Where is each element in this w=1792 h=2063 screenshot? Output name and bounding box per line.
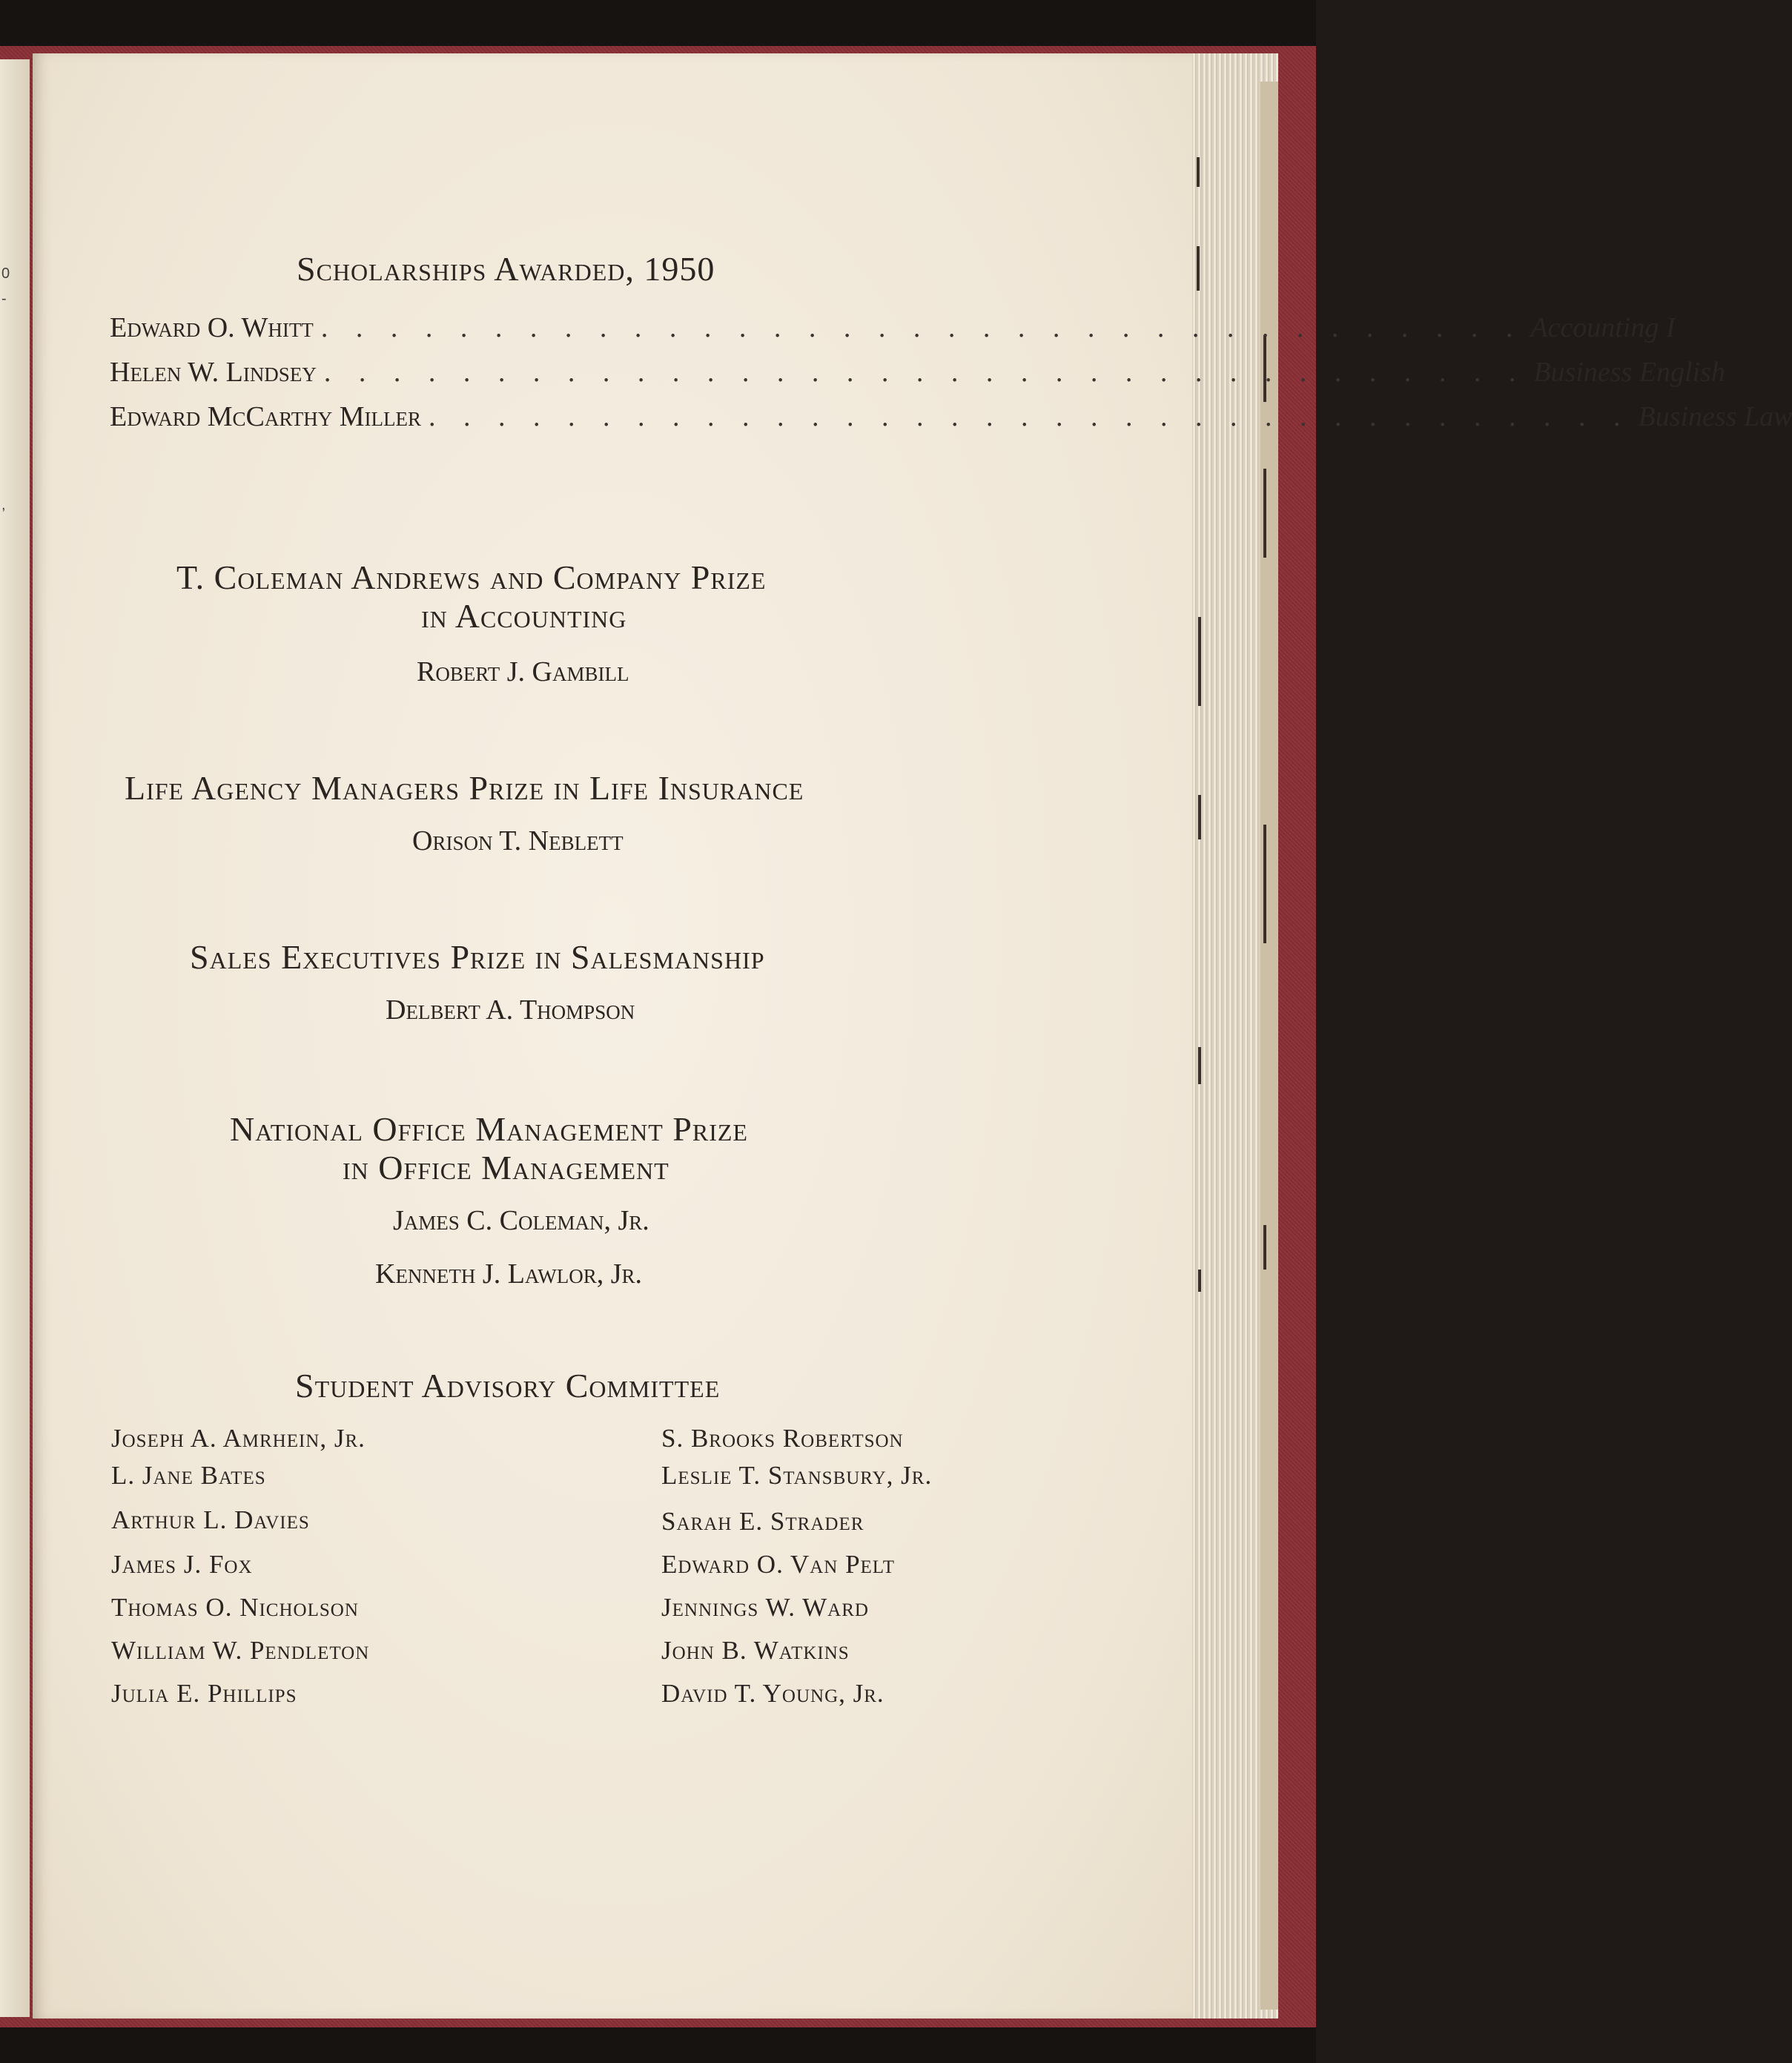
scholarship-entry xyxy=(110,356,1725,393)
leader-dots: . . . . . . . . . . . . . . . . . . . . . . . . . . . . . . . . . . . xyxy=(323,357,1527,388)
prize-title: in Office Management xyxy=(343,1149,669,1186)
scholarship-field: Accounting I xyxy=(1530,312,1676,343)
scholar-name: Helen W. Lindsey xyxy=(110,357,317,388)
scholarship-field: Business Law xyxy=(1638,401,1792,432)
left-edge-mark: 0 xyxy=(1,265,10,282)
committee-member: Arthur L. Davies xyxy=(111,1505,310,1534)
committee-member: Jennings W. Ward xyxy=(661,1593,869,1622)
committee-member: Edward O. Van Pelt xyxy=(661,1550,896,1579)
committee-member: John B. Watkins xyxy=(661,1636,850,1665)
committee-member: James J. Fox xyxy=(111,1550,253,1579)
committee-member: Sarah E. Strader xyxy=(661,1507,864,1536)
prize-winner: James C. Coleman, Jr. xyxy=(393,1205,649,1236)
prize-winner: Robert J. Gambill xyxy=(417,656,629,687)
scholarship-entry xyxy=(110,311,1676,349)
scholarship-entry xyxy=(110,400,1792,438)
prize-winner: Kenneth J. Lawlor, Jr. xyxy=(375,1258,643,1290)
leader-dots: . . . . . . . . . . . . . . . . . . . . . . . . . . . . . . . . . . . xyxy=(320,312,1524,343)
committee-member: David T. Young, Jr. xyxy=(661,1679,885,1708)
scholar-name: Edward O. Whitt xyxy=(110,312,314,343)
committee-member: S. Brooks Robertson xyxy=(661,1424,904,1453)
prize-title: Life Agency Managers Prize in Life Insurance xyxy=(125,769,804,807)
leader-dots: . . . . . . . . . . . . . . . . . . . . . . . . . . . . . . . . . . . xyxy=(429,401,1631,432)
left-edge-mark: , xyxy=(1,497,6,513)
committee-member: Thomas O. Nicholson xyxy=(111,1593,359,1622)
scholarships-heading: Scholarships Awarded, 1950 xyxy=(297,250,715,288)
committee-member: Joseph A. Amrhein, Jr. xyxy=(111,1424,366,1453)
committee-heading: Student Advisory Committee xyxy=(295,1367,721,1405)
prize-winner: Delbert A. Thompson xyxy=(386,994,635,1026)
scholarship-field: Business English xyxy=(1533,357,1725,388)
prize-title: Sales Executives Prize in Salesmanship xyxy=(190,938,765,976)
committee-member: William W. Pendleton xyxy=(111,1636,370,1665)
prize-title: National Office Management Prize xyxy=(230,1110,748,1148)
prize-title: in Accounting xyxy=(421,597,627,635)
committee-member: Leslie T. Stansbury, Jr. xyxy=(661,1461,933,1490)
prize-winner: Orison T. Neblett xyxy=(412,825,624,856)
committee-member: L. Jane Bates xyxy=(111,1461,266,1490)
left-edge-mark: - xyxy=(1,291,7,307)
committee-member: Julia E. Phillips xyxy=(111,1679,297,1708)
prize-title: T. Coleman Andrews and Company Prize xyxy=(176,558,767,596)
scholar-name: Edward McCarthy Miller xyxy=(110,401,421,432)
